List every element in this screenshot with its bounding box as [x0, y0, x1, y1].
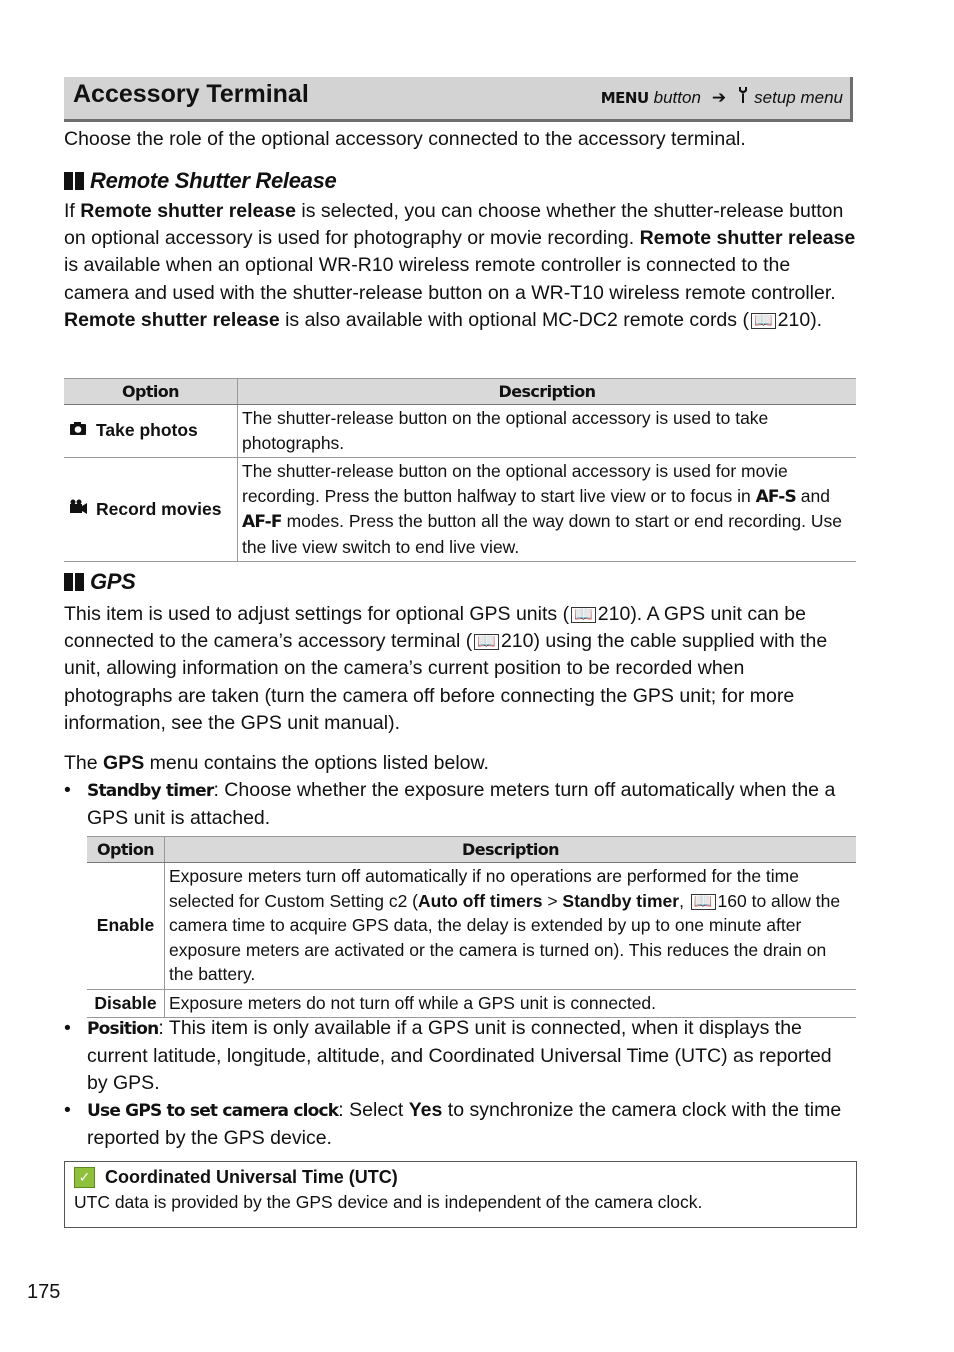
note-title: ✓ Coordinated Universal Time (UTC) — [74, 1167, 398, 1188]
section-marker-icon — [64, 573, 84, 591]
check-icon: ✓ — [74, 1167, 95, 1188]
menu-path — [601, 86, 843, 109]
note-text: UTC data is provided by the GPS device and is independent of the camera clock. — [74, 1192, 703, 1212]
table-row — [87, 863, 856, 990]
setup-menu-text: setup menu — [754, 87, 843, 107]
option-enable: Enable — [87, 863, 165, 990]
page-number: 175 — [27, 1281, 61, 1303]
section-heading-gps — [64, 569, 136, 595]
column-header-option: Option — [87, 837, 165, 863]
section-marker-icon — [64, 172, 84, 190]
section-title: Remote Shutter Release — [90, 168, 337, 193]
column-header-description: Description — [238, 379, 857, 405]
table-row — [87, 989, 856, 1018]
description-cell: Exposure meters do not turn off while a GPS unit is connected. — [165, 989, 857, 1018]
gps-menu-intro: The GPS menu contains the options listed below. — [64, 752, 489, 774]
bullet-use-gps-clock: • Use GPS to set camera clock: Select Yes to synchronize the camera clock with the time reported by the GPS device. — [64, 1099, 842, 1150]
gps-paragraph: This item is used to adjust settings for optional GPS units ( 📖 210). A GPS unit can be connected to the camera’s accessory terminal ( 📖 210) using the cable supplied with the unit, allowing information on the camera’s current position to be recorded when photographs are taken (turn the camera off before connecting the GPS unit; for more information, see the GPS unit manual). — [64, 603, 828, 734]
bullet-position: • Position: This item is only available if a GPS unit is connected, when it displays the current latitude, longitude, altitude, and Coordinated Universal Time (UTC) as reported by GPS. — [64, 1017, 832, 1095]
camera-icon — [68, 418, 88, 443]
arrow-icon: ➔ — [711, 87, 727, 107]
utc-note-box — [64, 1161, 857, 1228]
page-title: Accessory Terminal — [73, 80, 309, 108]
intro-text: Choose the role of the optional accessory connected to the accessory terminal. — [64, 128, 746, 150]
column-header-option: Option — [64, 379, 238, 405]
bullet-standby-timer: • Standby timer: Choose whether the exposure meters turn off automatically when the a GPS unit is attached. — [64, 779, 836, 830]
section-heading-remote — [64, 168, 337, 194]
column-header-description: Description — [165, 837, 857, 863]
book-icon: 📖 — [571, 607, 596, 623]
option-record-movies: Record movies — [64, 458, 238, 562]
table-row — [64, 458, 856, 562]
option-disable: Disable — [87, 989, 165, 1018]
description-cell: Exposure meters turn off automatically if no operations are performed for the time selected for Custom Setting c2 (Auto off timers > Standby timer, 📖 160 to allow the camera time to acquire GPS data, the delay is extended by up to one minute after exposure meters are activated or the camera is turned on). This reduces the drain on the battery. — [165, 863, 857, 990]
wrench-icon — [737, 86, 749, 109]
section-title: GPS — [90, 569, 136, 594]
book-icon: 📖 — [751, 313, 776, 329]
remote-options-table — [64, 378, 856, 562]
table-row — [64, 405, 856, 458]
title-bar — [64, 77, 853, 122]
book-icon: 📖 — [474, 634, 499, 650]
description-cell: The shutter-release button on the optional accessory is used for movie recording. Press the button halfway to start live view or to focus in AF-S and AF-F modes. Press the button all the way down to start or end recording. Use the live view switch to end live view. — [238, 458, 857, 562]
standby-options-table — [87, 836, 856, 1018]
option-take-photos: Take photos — [64, 405, 238, 458]
book-icon: 📖 — [691, 894, 716, 910]
description-cell: The shutter-release button on the optional accessory is used to take photographs. — [238, 405, 857, 458]
remote-paragraph: If Remote shutter release is selected, you can choose whether the shutter-release button on optional accessory is used for photography or movie recording. Remote shutter release is available when an optional WR-R10 wireless remote controller is connected to the camera and used with the shutter-release button on a WR-T10 wireless remote controller. Remote shutter release is also available with optional MC-DC2 remote cords ( 📖 210). — [64, 200, 856, 331]
menu-button-text: button — [653, 87, 701, 107]
movie-icon — [68, 497, 88, 522]
menu-key: MENU — [600, 88, 649, 107]
